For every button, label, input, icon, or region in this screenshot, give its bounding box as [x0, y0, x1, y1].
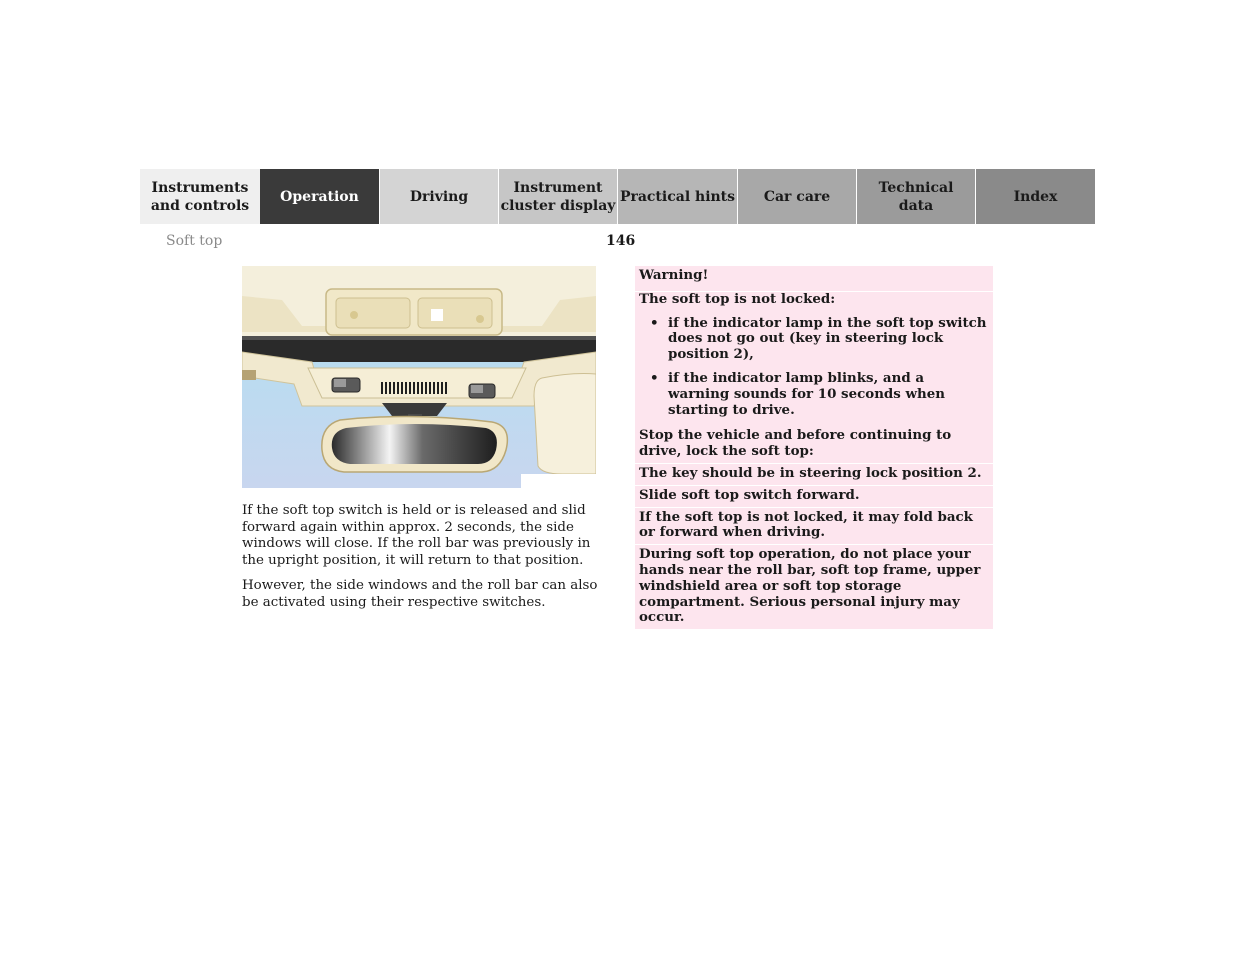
tab-label: Instrument cluster display [500, 179, 616, 214]
warning-step: If the soft top is not locked, it may fold back or forward when driving. [635, 508, 993, 545]
section-title: Soft top [166, 233, 223, 249]
tab-technical-data[interactable] [856, 169, 975, 224]
warning-heading: Warning! [635, 266, 993, 291]
warning-step: The key should be in steering lock position 2. [635, 464, 993, 485]
warning-box [635, 266, 993, 630]
tab-practical-hints[interactable] [617, 169, 737, 224]
tab-label: Practical hints [619, 188, 736, 205]
tab-instrument-cluster-display[interactable] [498, 169, 617, 224]
tab-operation[interactable] [260, 169, 379, 224]
tab-index[interactable] [975, 169, 1095, 224]
warning-bullet-list [639, 316, 989, 419]
body-text [242, 503, 602, 620]
warning-bullet: • if the indicator lamp blinks, and a warning sounds for 10 seconds when starting to drive. [639, 371, 989, 418]
overhead-console-illustration [242, 266, 596, 488]
warning-step: Stop the vehicle and before continuing to drive, lock the soft top: [635, 426, 993, 463]
body-paragraph: If the soft top switch is held or is released and slid forward again within approx. 2 seconds, the side windows will close. If the roll bar was previously in the upright position, it will return to that position. [242, 503, 591, 568]
warning-subtitle: The soft top is not locked: [639, 290, 836, 307]
tab-label: Index [1013, 188, 1058, 205]
tab-label: Instruments and controls [150, 179, 250, 214]
tab-car-care[interactable] [737, 169, 856, 224]
warning-conditions [635, 292, 993, 427]
tab-driving[interactable] [379, 169, 498, 224]
warning-step: Slide soft top switch forward. [635, 486, 993, 507]
page-number: 146 [606, 233, 636, 249]
chapter-navigation [140, 169, 1095, 224]
tab-instruments-and-controls[interactable] [140, 169, 260, 224]
warning-bullet: • if the indicator lamp in the soft top switch does not go out (key in steering lock position 2), [639, 316, 989, 363]
tab-label: Car care [763, 188, 831, 205]
tab-label: Driving [409, 188, 469, 205]
overhead-console-drawing [242, 266, 596, 488]
tab-label: Technical data [878, 179, 954, 214]
body-paragraph: However, the side windows and the roll bar can also be activated using their respective switches. [242, 578, 598, 610]
tab-label: Operation [280, 188, 359, 205]
warning-step: During soft top operation, do not place your hands near the roll bar, soft top frame, upper windshield area or soft top storage compartment. Serious personal injury may occur. [635, 545, 993, 629]
